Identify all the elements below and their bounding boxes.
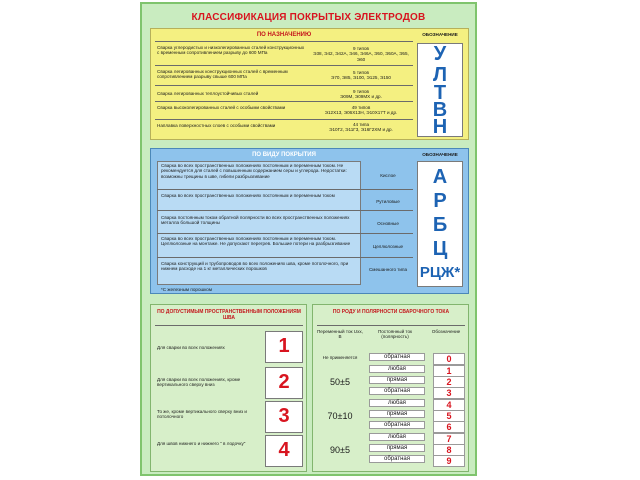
divider [155, 41, 413, 42]
purpose-section [150, 28, 469, 140]
purpose-letter: Л [432, 64, 448, 86]
purpose-header: ПО НАЗНАЧЕНИЮ [256, 32, 312, 38]
purpose-letter: В [432, 99, 448, 121]
current-polarity: обратная [369, 353, 425, 361]
current-code: 8 [433, 444, 465, 456]
coating-row-text: Сварка во всех пространственных положениях постоянным и переменным током [161, 193, 335, 198]
coating-row-text: Сварка во всех пространственных положениях постоянным и переменным током. Не рекомендуется для сталей с повышенным содержанием серы и углерода. Недостатки: возможны трещины в шве, гибели разбрызгивание [161, 163, 347, 179]
divider [157, 189, 413, 190]
purpose-letter: Н [432, 116, 448, 138]
positions-num: 2 [278, 371, 290, 393]
purpose-row-text: Сварка углеродистых и низколегированных сталей конструкционных с временным сопротивлением разрыву до 600 МПа [157, 45, 305, 56]
current-code: 9 [433, 455, 465, 467]
current-code: 7 [433, 433, 465, 445]
current-code: 3 [433, 387, 465, 399]
purpose-row-types: 49 типов Э12Х13, Э06Х13Н, Э10Х17Т и др. [324, 105, 398, 116]
current-voltage: 50±5 [330, 377, 350, 387]
current-code: 4 [433, 399, 465, 411]
purpose-row-types: 9 типов Э09М, Э09МХ и др. [340, 89, 382, 100]
current-header: ПО РОДУ И ПОЛЯРНОСТИ СВАРОЧНОГО ТОКА [332, 309, 450, 315]
divider [157, 210, 413, 211]
purpose-row-text: Сварка легированных теплоустойчивых сталей [157, 91, 259, 96]
purpose-row-types: 5 типов Э70, Э85, Э100, Э125, Э150 [331, 70, 391, 81]
current-polarity: прямая [369, 376, 425, 384]
poster [140, 2, 477, 476]
coating-row-kind: Кислое [380, 173, 396, 178]
current-section [312, 304, 469, 472]
positions-row-text: То же, кроме вертикального сверху вниз и потолочного [157, 409, 247, 420]
positions-num: 4 [278, 439, 290, 461]
current-code: 6 [433, 421, 465, 433]
coating-letter: Р [433, 190, 447, 212]
coating-designation-header: ОБОЗНАЧЕНИЕ [422, 152, 458, 157]
divider [155, 119, 413, 120]
coating-row-text: Сварка конструкций и трубопроводов во всех положениях шва, кроме потолочного, при нижнем расходе на 1 кг металлических порошков [161, 261, 349, 272]
current-code: 0 [433, 353, 465, 365]
purpose-row-types: 9 типов Э38, Э42, Э42А, Э46, Э46А, Э50, Э50А, Э55, Э60 [313, 46, 409, 62]
coating-row-kind: Смешанного типа [368, 267, 408, 272]
coating-footnote: *С железным порошком [161, 287, 212, 292]
poster-title: КЛАССИФИКАЦИЯ ПОКРЫТЫХ ЭЛЕКТРОДОВ [191, 12, 426, 23]
current-col-code: Обозначение [431, 329, 461, 334]
current-not-applicable: Не применяется [322, 355, 358, 360]
positions-row-text: Для швов нижнего и нижнего " в лодочку" [157, 441, 246, 446]
current-col-ac: Переменный ток Uхх, В [317, 329, 363, 339]
coating-letter: А [432, 166, 448, 188]
divider [155, 101, 413, 102]
positions-row-text: Для сварки во всех положениях, кроме вертикального сверху вниз [157, 377, 241, 388]
current-col-dc: Постоянный ток (полярность) [377, 329, 413, 339]
current-voltage: 70±10 [327, 411, 353, 421]
positions-header: ПО ДОПУСТИМЫМ ПРОСТРАНСТВЕННЫМ ПОЛОЖЕНИЯМ ШВА [157, 309, 301, 321]
purpose-letter: Т [433, 82, 447, 104]
coating-letter: Ц [432, 238, 448, 260]
positions-row-text: Для сварки во всех положениях [157, 345, 225, 350]
coating-row-text: Сварка постоянным током обратной полярности во всех пространственных положениях металла большой толщины [161, 215, 350, 226]
purpose-row-text: Сварка легированных конструкционных сталей с временным сопротивлением разрыву свыше 600 МПа [157, 69, 288, 80]
divider [317, 325, 465, 326]
purpose-row-text: Наплавка поверхностных слоев с особыми свойствами [157, 123, 276, 128]
coating-row-kind: Целлюлозные [372, 244, 404, 249]
current-polarity: прямая [369, 410, 425, 418]
divider [155, 325, 303, 326]
coating-row-kind: Основные [377, 221, 399, 226]
current-polarity: любая [369, 365, 425, 373]
purpose-letter: У [433, 43, 447, 65]
current-polarity: обратная [369, 421, 425, 429]
coating-row-kind: Рутиловые [376, 199, 400, 204]
positions-section [150, 304, 307, 472]
divider [157, 257, 413, 258]
coating-letter: Б [432, 214, 448, 236]
coating-section [150, 148, 469, 294]
current-code: 2 [433, 376, 465, 388]
current-voltage: 90±5 [330, 445, 350, 455]
positions-num: 3 [278, 405, 290, 427]
current-polarity: обратная [369, 455, 425, 463]
current-polarity: прямая [369, 444, 425, 452]
current-polarity: обратная [369, 387, 425, 395]
current-code: 1 [433, 365, 465, 377]
divider [155, 85, 413, 86]
purpose-designation-header: ОБОЗНАЧЕНИЕ [422, 32, 458, 37]
current-polarity: любая [369, 433, 425, 441]
current-polarity: любая [369, 399, 425, 407]
coating-letter: РЦЖ* [419, 264, 461, 281]
coating-row-text: Сварка во всех пространственных положениях постоянным и переменным током. Целлюлозные на монтаже. Не допускают перегрев. Большие потери на разбрызгивание [161, 236, 351, 247]
positions-num: 1 [278, 335, 290, 357]
divider [157, 233, 413, 234]
coating-header: ПО ВИДУ ПОКРЫТИЯ [252, 152, 316, 158]
current-code: 5 [433, 410, 465, 422]
purpose-row-text: Сварка высоколегированных сталей с особыми свойствами [157, 105, 286, 110]
divider [155, 65, 413, 66]
purpose-row-types: 44 типа Э10Г2, Э11Г3, Э16Г2ХМ и др. [329, 122, 393, 133]
